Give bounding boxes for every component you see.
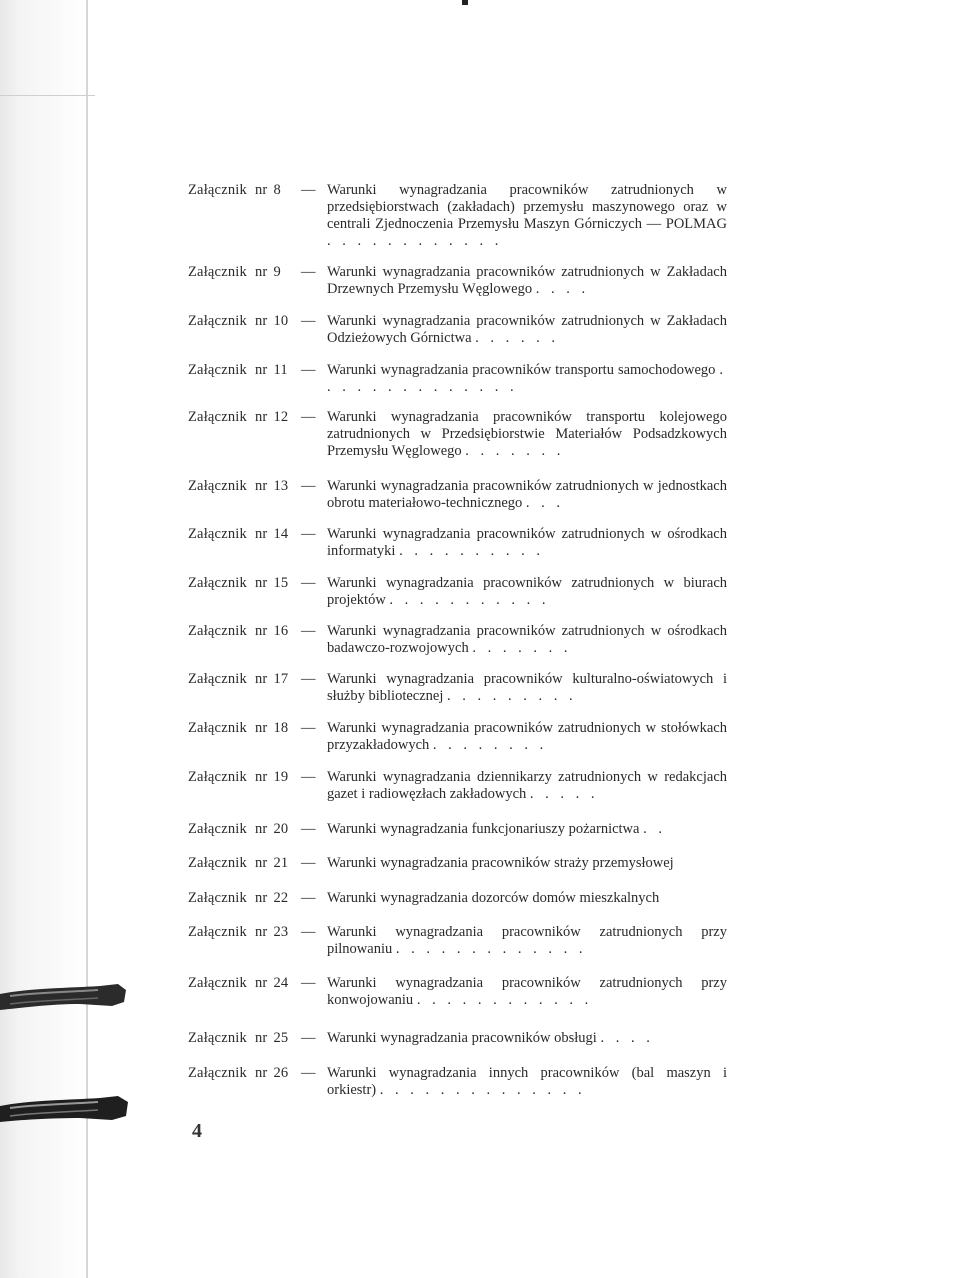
dash: — (301, 575, 316, 591)
annex-word: Załącznik (188, 855, 247, 871)
annex-nr: nr (254, 821, 268, 837)
annex-number: 26 (273, 1065, 289, 1081)
annex-word: Załącznik (188, 409, 247, 425)
annex-description (327, 182, 727, 250)
annex-description (327, 769, 727, 803)
dash: — (301, 264, 316, 280)
annex-nr: nr (254, 671, 268, 687)
annex-description (327, 623, 727, 657)
annex-description (327, 313, 727, 347)
annex-text: Warunki wynagradzania pracowników straży przemysłowej (327, 855, 674, 871)
annex-text: Warunki wynagradzania dozorców domów mieszkalnych (327, 890, 660, 906)
annex-text: Warunki wynagradzania pracowników zatrudnionych w biurach projektów (327, 575, 727, 608)
annex-word: Załącznik (188, 1065, 247, 1081)
leader-dots: . . . . . . . . . (447, 688, 577, 704)
annex-number: 8 (273, 182, 281, 198)
annex-text: Warunki wynagradzania pracowników zatrudnionych przy konwojowaniu (327, 975, 727, 1008)
annex-description (327, 720, 727, 754)
annex-text: Warunki wynagradzania funkcjonariuszy pożarnictwa (327, 821, 640, 837)
dash: — (301, 313, 316, 329)
annex-text: Warunki wynagradzania pracowników zatrudnionych w Zakładach Drzewnych Przemysłu Węglowego (327, 264, 727, 297)
leader-dots: . . . . . . . (472, 640, 572, 656)
annex-word: Załącznik (188, 623, 247, 639)
annex-number: 17 (273, 671, 289, 687)
annex-description (327, 478, 727, 512)
annex-word: Załącznik (188, 575, 247, 591)
annex-number: 9 (273, 264, 281, 280)
leader-dots: . . . . . . . . . . . . . (395, 941, 587, 957)
annex-word: Załącznik (188, 182, 247, 198)
annex-description (327, 890, 727, 907)
leader-dots: . . . . . . . . . . . . (327, 233, 503, 249)
dash: — (301, 890, 316, 906)
annex-word: Załącznik (188, 671, 247, 687)
annex-description (327, 855, 727, 872)
annex-text: Warunki wynagradzania pracowników zatrudnionych w jednostkach obrotu materiałowo-technicznego (327, 478, 727, 511)
dash: — (301, 1030, 316, 1046)
binder-clip-bottom-icon (0, 1090, 130, 1130)
annex-nr: nr (254, 182, 268, 198)
annex-nr: nr (254, 975, 268, 991)
leader-dots: . . . . . . . . . . . . (416, 992, 593, 1008)
dash: — (301, 362, 316, 378)
annex-description (327, 264, 727, 298)
annex-nr: nr (254, 478, 268, 494)
annex-number: 21 (273, 855, 289, 871)
annex-number: 20 (273, 821, 289, 837)
annex-text: Warunki wynagradzania pracowników transportu kolejowego zatrudnionych w Przedsiębiorstwie Materiałów Podsadzkowych Przemysłu Węglowego (327, 409, 727, 459)
dash: — (301, 855, 316, 871)
annex-word: Załącznik (188, 924, 247, 940)
leader-dots: . . . . (600, 1030, 654, 1046)
annex-text: Warunki wynagradzania dziennikarzy zatrudnionych w redakcjach gazet i radiowęzłach zakładowych (327, 769, 727, 802)
binder-clip-top-icon (0, 980, 130, 1020)
annex-nr: nr (254, 264, 268, 280)
scan-left-edge (0, 0, 88, 1278)
annex-description (327, 409, 727, 460)
annex-word: Załącznik (188, 313, 247, 329)
leader-dots: . . (643, 821, 666, 837)
annex-text: Warunki wynagradzania innych pracowników (bal maszyn i orkiestr) (327, 1065, 727, 1098)
annex-word: Załącznik (188, 478, 247, 494)
annex-nr: nr (254, 1065, 268, 1081)
annex-number: 12 (273, 409, 289, 425)
annex-word: Załącznik (188, 769, 247, 785)
annex-word: Załącznik (188, 890, 247, 906)
dash: — (301, 478, 316, 494)
annex-word: Załącznik (188, 1030, 247, 1046)
annex-word: Załącznik (188, 264, 247, 280)
leader-dots: . . . . . (529, 786, 599, 802)
annex-number: 25 (273, 1030, 289, 1046)
annex-description (327, 821, 727, 838)
annex-nr: nr (254, 1030, 268, 1046)
dash: — (301, 769, 316, 785)
dash: — (301, 924, 316, 940)
annex-nr: nr (254, 720, 268, 736)
annex-text: Warunki wynagradzania pracowników zatrudnionych w ośrodkach informatyki (327, 526, 727, 559)
leader-dots: . . . . . . . . . . . (389, 592, 550, 608)
annex-nr: nr (254, 855, 268, 871)
annex-nr: nr (254, 313, 268, 329)
leader-dots: . . . (525, 495, 565, 511)
annex-number: 10 (273, 313, 289, 329)
leader-dots: . . . . . . . . . . (399, 543, 544, 559)
annex-word: Załącznik (188, 975, 247, 991)
leader-dots: . . . . . . . . . . . . . . (379, 1082, 586, 1098)
dash: — (301, 409, 316, 425)
annex-text: Warunki wynagradzania pracowników obsługi (327, 1030, 597, 1046)
dash: — (301, 671, 316, 687)
annex-description (327, 526, 727, 560)
page-number: 4 (192, 1120, 202, 1142)
leader-dots: . . . . . . . . . . . . . . (327, 362, 727, 395)
annex-description (327, 362, 727, 396)
annex-description (327, 975, 727, 1009)
annex-nr: nr (254, 924, 268, 940)
leader-dots: . . . . (535, 281, 590, 297)
annex-number: 18 (273, 720, 289, 736)
annex-text: Warunki wynagradzania pracowników kulturalno-oświatowych i służby bibliotecznej (327, 671, 727, 704)
annex-number: 22 (273, 890, 289, 906)
dash: — (301, 526, 316, 542)
annex-nr: nr (254, 362, 268, 378)
annex-nr: nr (254, 526, 268, 542)
annex-number: 14 (273, 526, 289, 542)
dash: — (301, 821, 316, 837)
annex-number: 13 (273, 478, 289, 494)
annex-number: 11 (273, 362, 288, 378)
dash: — (301, 1065, 316, 1081)
annex-word: Załącznik (188, 720, 247, 736)
annex-number: 16 (273, 623, 289, 639)
annex-description (327, 1065, 727, 1099)
annex-nr: nr (254, 769, 268, 785)
dash: — (301, 623, 316, 639)
annex-description (327, 1030, 727, 1047)
dash: — (301, 182, 316, 198)
annex-text: Warunki wynagradzania pracowników zatrudnionych w stołówkach przyzakładowych (327, 720, 727, 753)
annex-nr: nr (254, 890, 268, 906)
annex-number: 19 (273, 769, 289, 785)
annex-word: Załącznik (188, 526, 247, 542)
scan-top-mark (462, 0, 468, 5)
annex-nr: nr (254, 623, 268, 639)
dash: — (301, 975, 316, 991)
annex-number: 23 (273, 924, 289, 940)
annex-number: 15 (273, 575, 289, 591)
annex-text: Warunki wynagradzania pracowników zatrudnionych przy pilnowaniu (327, 924, 727, 957)
annex-description (327, 924, 727, 958)
leader-dots: . . . . . . (475, 330, 560, 346)
annex-text: Warunki wynagradzania pracowników zatrudnionych w Zakładach Odzieżowych Górnictwa (327, 313, 727, 346)
leader-dots: . . . . . . . (465, 443, 565, 459)
leader-dots: . . . . . . . . (432, 737, 548, 753)
annex-description (327, 575, 727, 609)
annex-number: 24 (273, 975, 289, 991)
annex-text: Warunki wynagradzania pracowników transportu samochodowego (327, 362, 716, 378)
annex-word: Załącznik (188, 821, 247, 837)
dash: — (301, 720, 316, 736)
annex-nr: nr (254, 409, 268, 425)
scan-corner-fold (0, 0, 95, 96)
annex-text: Warunki wynagradzania pracowników zatrudnionych w przedsiębiorstwach (zakładach) przemysłu maszynowego oraz w centrali Zjednoczenia Przemysłu Maszyn Górniczych — POLMAG (327, 182, 727, 232)
annex-nr: nr (254, 575, 268, 591)
annex-description (327, 671, 727, 705)
annex-word: Załącznik (188, 362, 247, 378)
annex-text: Warunki wynagradzania pracowników zatrudnionych w ośrodkach badawczo-rozwojowych (327, 623, 727, 656)
scan-page-edge-line (86, 0, 88, 1278)
